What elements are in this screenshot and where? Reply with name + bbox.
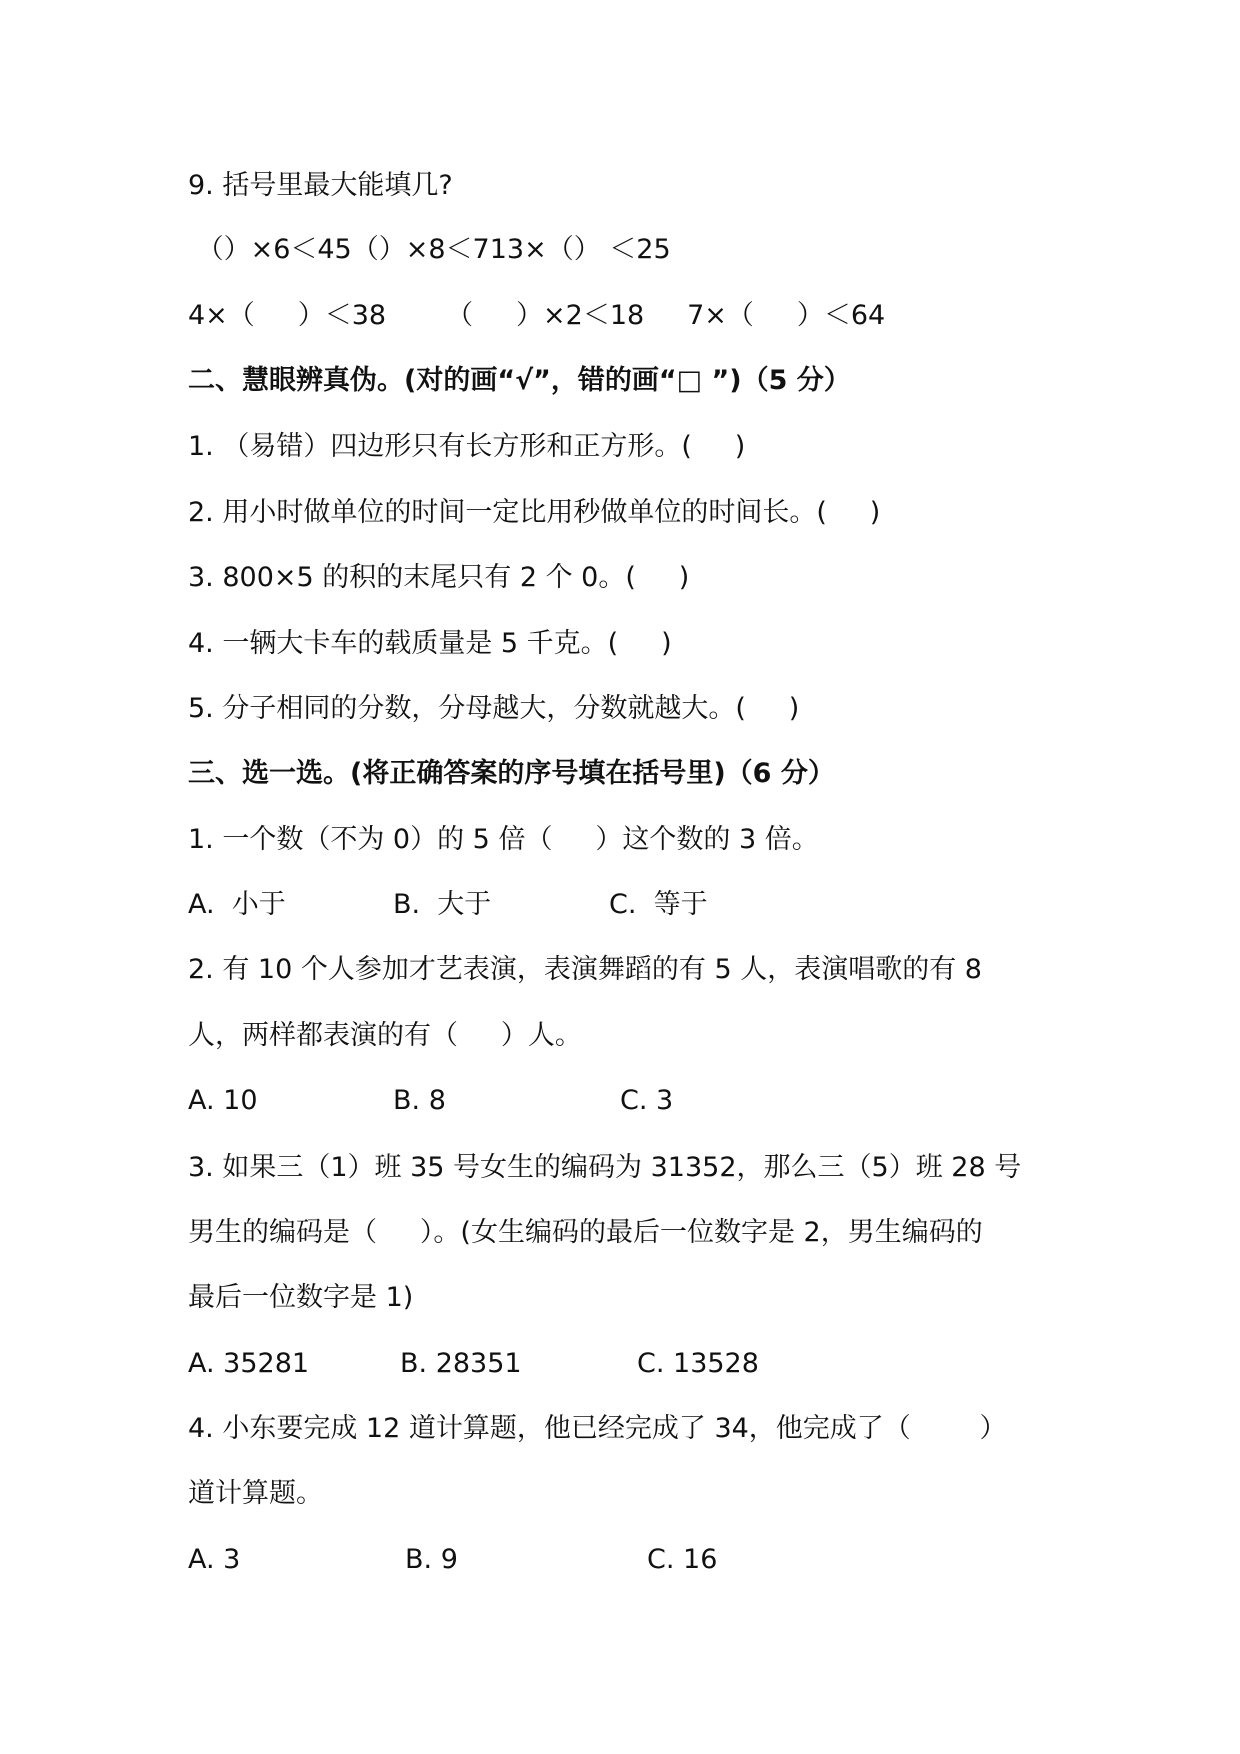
choice-question-2-line-1: 2. 有 10 个人参加才艺表演，表演舞蹈的有 5 人，表演唱歌的有 8 — [188, 954, 982, 985]
true-false-item: 2. 用小时做单位的时间一定比用秒做单位的时间长。( ) — [188, 497, 881, 528]
choice-question-2-line-2: 人，两样都表演的有（ ）人。 — [188, 1020, 582, 1051]
choice-question-3-line-1: 3. 如果三（1）班 35 号女生的编码为 31352，那么三（5）班 28 号 — [188, 1152, 1022, 1183]
section-3-heading: 三、选一选。(将正确答案的序号填在括号里)（6 分） — [188, 758, 835, 789]
choice-question-1: 1. 一个数（不为 0）的 5 倍（ ）这个数的 3 倍。 — [188, 824, 819, 855]
option-b: B. 大于 — [393, 889, 492, 920]
choice-question-4-line-1: 4. 小东要完成 12 道计算题，他已经完成了 34，他完成了（ ） — [188, 1413, 1007, 1444]
option-b: B. 9 — [405, 1544, 458, 1575]
option-b: B. 28351 — [400, 1348, 522, 1379]
true-false-item: 3. 800×5 的积的末尾只有 2 个 0。( ) — [188, 562, 690, 593]
true-false-item: 5. 分子相同的分数，分母越大，分数就越大。( ) — [188, 693, 800, 724]
true-false-item: 4. 一辆大卡车的载质量是 5 千克。( ) — [188, 628, 672, 659]
choice-question-3-line-3: 最后一位数字是 1) — [188, 1282, 414, 1313]
option-a: A. 3 — [188, 1544, 241, 1575]
question-9-row-2: 4×（ ）＜38 （ ）×2＜18 7×（ ）＜64 — [188, 300, 886, 331]
option-c: C. 13528 — [637, 1348, 759, 1379]
option-a: A. 35281 — [188, 1348, 310, 1379]
option-a: A. 10 — [188, 1085, 258, 1116]
section-2-heading: 二、慧眼辨真伪。(对的画“√”，错的画“□ ”)（5 分） — [188, 365, 851, 396]
option-c: C. 等于 — [609, 889, 708, 920]
choice-question-4-line-2: 道计算题。 — [188, 1478, 323, 1509]
option-c: C. 16 — [647, 1544, 718, 1575]
choice-question-3-line-2: 男生的编码是（ ）。(女生编码的最后一位数字是 2，男生编码的 — [188, 1217, 983, 1248]
question-9-row-1: （）×6＜45（）×8＜713×（） ＜25 — [188, 234, 671, 265]
true-false-item: 1. （易错）四边形只有长方形和正方形。( ) — [188, 431, 746, 462]
question-9-title: 9. 括号里最大能填几? — [188, 170, 453, 201]
option-a: A. 小于 — [188, 889, 286, 920]
option-c: C. 3 — [620, 1085, 674, 1116]
option-b: B. 8 — [393, 1085, 446, 1116]
